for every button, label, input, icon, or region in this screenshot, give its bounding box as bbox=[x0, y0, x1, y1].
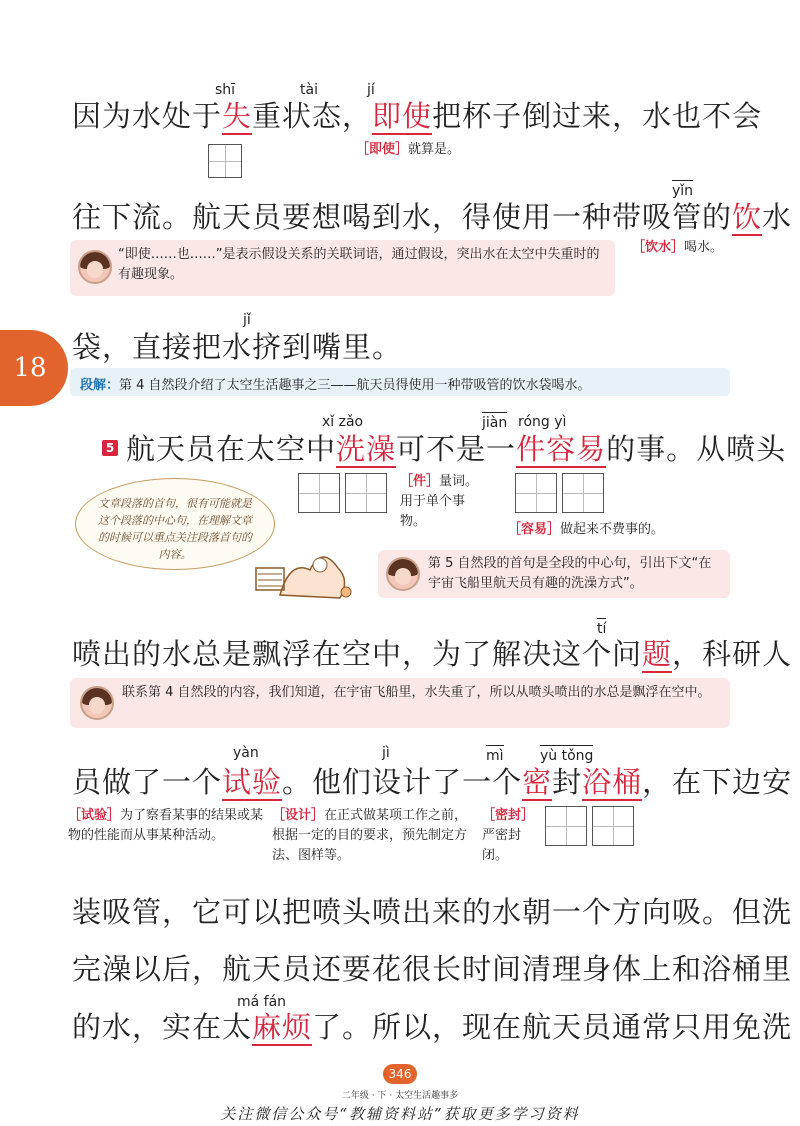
word-mafan: 麻烦 bbox=[252, 1010, 313, 1044]
word-shiyan: 试验 bbox=[222, 765, 283, 799]
pinyin-ji3: jǐ bbox=[243, 312, 251, 328]
pinyin-ti: tí bbox=[597, 618, 606, 637]
pinyin-mafan: má fán bbox=[237, 994, 287, 1010]
definition-shiyan: ［试验］为了察看某事的结果或某物的性能而从事某种活动。 bbox=[68, 808, 264, 843]
word-jian: 件 bbox=[516, 432, 547, 466]
text-line-4: 航天员在太空中洗澡可不是一件容易的事。从喷头 bbox=[126, 432, 787, 466]
writing-grid[interactable] bbox=[345, 473, 387, 513]
text-line-8: 完澡以后，航天员还要花很长时间清理身体上和浴桶里 bbox=[72, 952, 793, 986]
text-line-1: 因为水处于失重状态，即使把杯子倒过来，水也不会 bbox=[72, 99, 763, 133]
word-mi: 密 bbox=[522, 765, 553, 799]
writing-grid[interactable] bbox=[562, 473, 604, 513]
pinyin-tai: tài bbox=[300, 82, 318, 98]
pinyin-jian: jiàn bbox=[482, 412, 507, 431]
pinyin-yin: yǐn bbox=[672, 180, 693, 199]
writing-grid[interactable] bbox=[298, 473, 340, 513]
pinyin-ji: jí bbox=[367, 82, 375, 98]
note-box-1: “即使……也……”是表示假设关系的关联词语，通过假设，突出水在太空中失重时的有趣现象。 bbox=[70, 240, 615, 296]
word-xizao: 洗澡 bbox=[336, 432, 397, 466]
word-yin: 饮 bbox=[732, 200, 763, 234]
page-tab: 18 bbox=[0, 330, 68, 406]
pinyin-yan: yàn bbox=[233, 745, 259, 761]
definition-rongyi: ［容易］做起来不费事的。 bbox=[508, 522, 665, 537]
writing-grid[interactable] bbox=[545, 806, 587, 846]
text-line-9: 的水，实在太麻烦了。所以，现在航天员通常只用免洗 bbox=[72, 1010, 793, 1044]
note-box-2: 第 5 自然段的首句是全段的中心句，引出下文“在宇宙飞船里航天员有趣的洗澡方式”。 bbox=[378, 550, 730, 598]
text-line-3: 袋，直接把水挤到嘴里。 bbox=[72, 330, 403, 364]
tip-speech-bubble: 文章段落的首句，很有可能就是这个段落的中心句，在理解文章的时候可以重点关注段落首句的内容。 bbox=[75, 478, 275, 570]
definition-jian: ［件］量词。用于单个事物。 bbox=[400, 474, 479, 529]
teacher-avatar-icon bbox=[80, 686, 114, 720]
cartoon-illustration-icon bbox=[250, 540, 360, 610]
promo-text: 关注微信公众号“教辅资料站”获取更多学习资料 bbox=[220, 1105, 580, 1123]
pinyin-yutong: yù tǒng bbox=[540, 745, 593, 764]
word-shi: 失 bbox=[222, 99, 253, 133]
pinyin-ji4: jì bbox=[382, 745, 390, 761]
book-title: 二年级 · 下 · 太空生活趣事多 bbox=[341, 1091, 459, 1101]
pinyin-shi: shī bbox=[215, 82, 236, 98]
page-number: 346 bbox=[383, 1064, 417, 1084]
word-yutong: 浴桶 bbox=[582, 765, 643, 799]
definition-yinshui: ［饮水］喝水。 bbox=[632, 240, 724, 255]
definition-jishi: ［即使］就算是。 bbox=[356, 142, 461, 157]
text-line-6: 员做了一个试验。他们设计了一个密封浴桶，在下边安 bbox=[72, 765, 793, 799]
word-ti: 题 bbox=[642, 637, 673, 671]
word-rongyi: 容易 bbox=[546, 432, 607, 466]
paragraph-number: 5 bbox=[102, 440, 118, 456]
writing-grid[interactable] bbox=[592, 806, 634, 846]
teacher-avatar-icon bbox=[78, 250, 112, 284]
paragraph-analysis: 段解：第 4 自然段介绍了太空生活趣事之三——航天员得使用一种带吸管的饮水袋喝水。 bbox=[70, 368, 730, 396]
text-line-5: 喷出的水总是飘浮在空中，为了解决这个问题，科研人 bbox=[72, 637, 793, 671]
pinyin-xizao: xǐ zǎo bbox=[322, 414, 364, 430]
text-line-2: 往下流。航天员要想喝到水，得使用一种带吸管的饮水 bbox=[72, 200, 793, 234]
writing-grid[interactable] bbox=[515, 473, 557, 513]
pinyin-mi: mì bbox=[486, 745, 504, 764]
teacher-avatar-icon bbox=[386, 557, 420, 591]
definition-mifeng: ［密封］严密封闭。 bbox=[482, 808, 535, 863]
note-box-3: 联系第 4 自然段的内容，我们知道，在宇宙飞船里，水失重了，所以从喷头喷出的水总是飘浮在空中。 bbox=[70, 678, 730, 728]
word-jishi: 即使 bbox=[372, 99, 433, 133]
text-line-7: 装吸管，它可以把喷头喷出来的水朝一个方向吸。但洗 bbox=[72, 895, 793, 929]
writing-grid[interactable] bbox=[208, 144, 242, 178]
pinyin-rongyi: róng yì bbox=[518, 414, 567, 430]
definition-sheji: ［设计］在正式做某项工作之前，根据一定的目的要求，预先制定方法、图样等。 bbox=[272, 808, 468, 863]
